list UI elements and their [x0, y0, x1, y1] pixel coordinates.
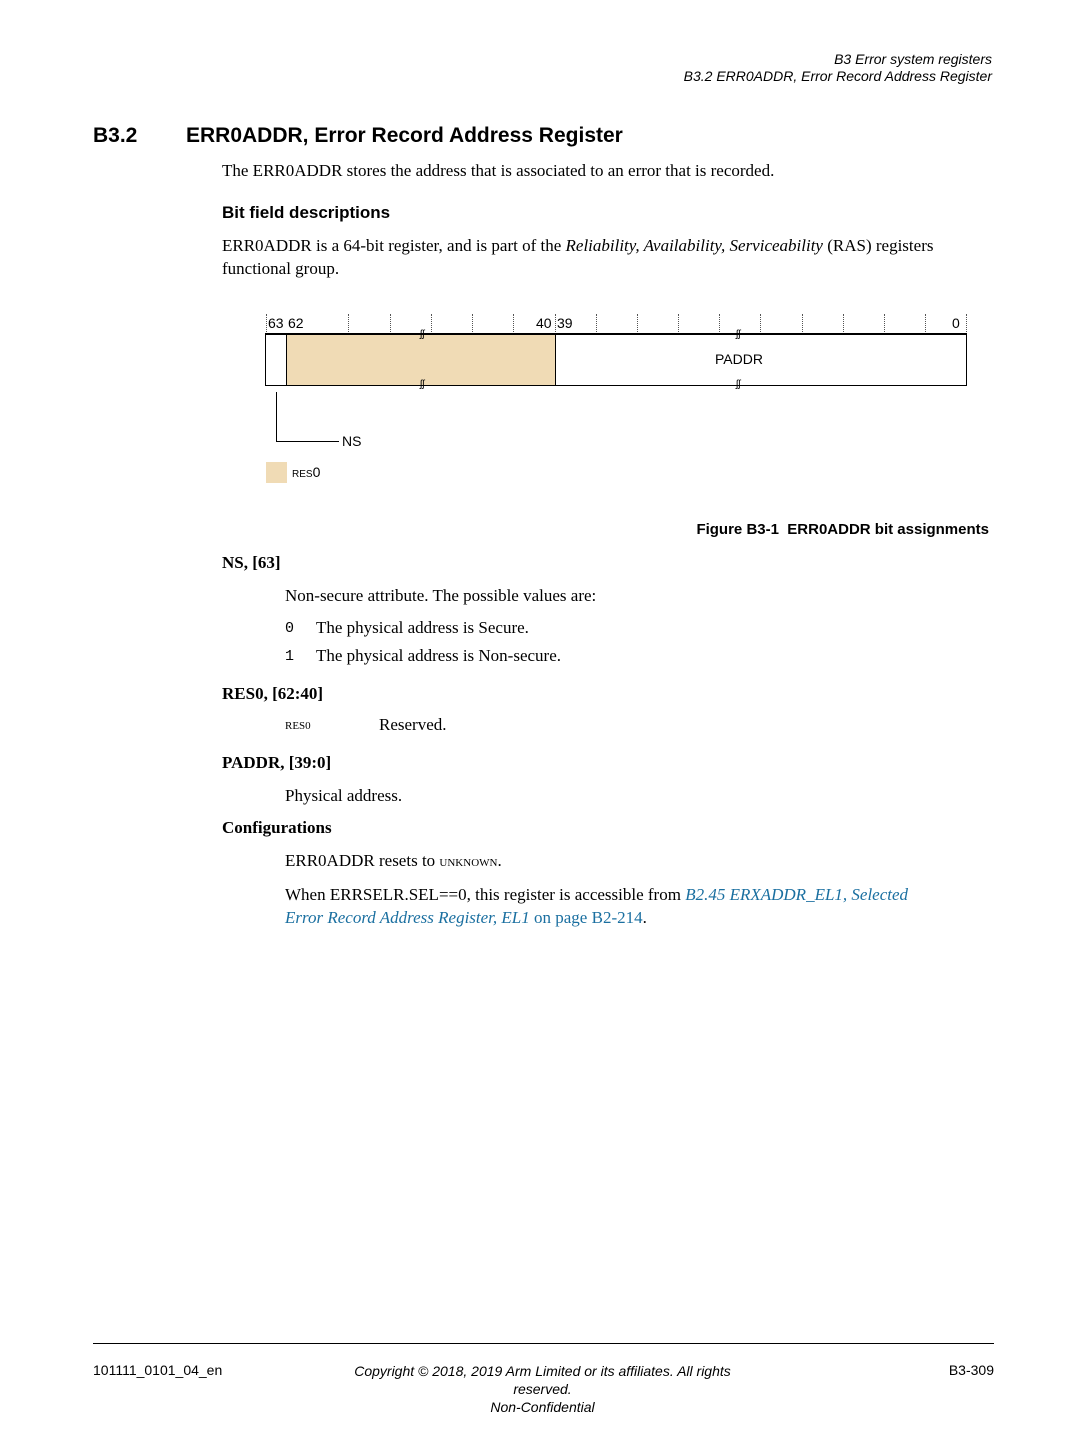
- legend-label: [292, 464, 320, 480]
- section-number: B3.2: [93, 124, 138, 147]
- link-text[interactable]: B2.45 ERXADDR_EL1, Selected: [685, 885, 909, 904]
- ns-value-0: 0: [285, 620, 295, 637]
- link-text[interactable]: Error Record Address Register, EL1: [285, 908, 530, 927]
- text: .: [642, 908, 647, 927]
- paddr-heading: PADDR, [39:0]: [222, 753, 332, 772]
- bit-label-39: 39: [557, 315, 573, 331]
- intro-text: The ERR0ADDR stores the address that is associated to an error that is recorded.: [222, 161, 775, 180]
- break-mark-icon: ʃʃ: [420, 379, 425, 390]
- legend-res: RES: [292, 469, 313, 480]
- bitfield-text: [222, 234, 992, 280]
- text: (RAS) registers: [822, 236, 934, 255]
- bit-label-40: 40: [536, 315, 552, 331]
- paddr-field-label: PADDR: [715, 351, 763, 367]
- running-header-section: B3.2 ERR0ADDR, Error Record Address Register: [683, 68, 992, 84]
- ns-heading: NS, [63]: [222, 553, 281, 572]
- text: ERR0ADDR resets to: [285, 851, 440, 870]
- legend-zero: 0: [312, 464, 321, 480]
- break-mark-icon: ʃʃ: [420, 329, 425, 340]
- text: Non-Confidential: [490, 1399, 595, 1415]
- res0-label: RES0: [285, 720, 311, 732]
- config-reset: [285, 851, 502, 871]
- footer-rule: [93, 1343, 994, 1344]
- res0-heading: RES0, [62:40]: [222, 684, 324, 703]
- break-mark-icon: ʃʃ: [736, 379, 741, 390]
- footer-page-number: B3-309: [948, 1362, 994, 1378]
- running-header-chapter: B3 Error system registers: [834, 51, 992, 67]
- bit-label-62: 62: [288, 315, 304, 331]
- text: When ERRSELR.SEL==0, this register is accessible from: [285, 885, 686, 904]
- res0-field: [286, 335, 556, 385]
- config-heading: Configurations: [222, 818, 332, 837]
- ns-field-label: NS: [342, 433, 362, 449]
- text-italic: Reliability, Availability, Serviceability: [565, 236, 823, 255]
- text: functional group.: [222, 259, 340, 278]
- footer-doc-id: 101111_0101_04_en: [93, 1362, 223, 1378]
- bit-label-63: 63: [268, 315, 284, 331]
- paddr-desc: Physical address.: [285, 786, 403, 805]
- ns-value-1-desc: The physical address is Non-secure.: [316, 646, 562, 665]
- ns-leader-line: [276, 392, 339, 442]
- ns-desc: Non-secure attribute. The possible values are:: [285, 586, 597, 605]
- ns-value-1: 1: [285, 648, 295, 665]
- bitfield-heading: Bit field descriptions: [222, 203, 391, 222]
- text: .: [497, 851, 502, 870]
- legend-swatch: [266, 462, 287, 483]
- break-mark-icon: ʃʃ: [736, 329, 741, 340]
- res0-desc: Reserved.: [379, 715, 447, 734]
- text: Copyright © 2018, 2019 Arm Limited or its affiliates. All rights: [354, 1363, 731, 1379]
- figure-caption: Figure B3-1 ERR0ADDR bit assignments: [696, 521, 989, 538]
- text: ERR0ADDR is a 64-bit register, and is part of the: [222, 236, 566, 255]
- footer-copyright: [330, 1362, 755, 1416]
- section-title: ERR0ADDR, Error Record Address Register: [186, 124, 623, 147]
- text: reserved.: [513, 1381, 572, 1397]
- config-access: [285, 883, 985, 929]
- link-page[interactable]: on page B2-214: [529, 908, 643, 927]
- ns-value-0-desc: The physical address is Secure.: [316, 618, 529, 637]
- bit-label-0: 0: [952, 315, 960, 331]
- unknown-smallcaps: UNKNOWN: [439, 857, 498, 869]
